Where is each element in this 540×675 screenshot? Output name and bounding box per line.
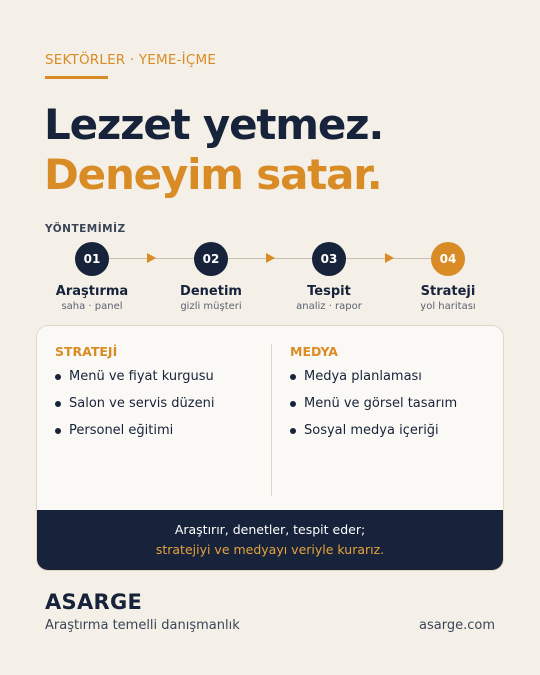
footer-line-1: Araştırır, denetler, tespit eder;: [174, 522, 366, 537]
strategy-title: STRATEJİ: [55, 344, 118, 359]
website-link[interactable]: asarge.com: [419, 618, 495, 633]
list-item: Salon ve servis düzeni: [55, 396, 255, 412]
step-subtitle: yol haritası: [420, 301, 476, 312]
brand-logo-text: ASARGE: [45, 590, 143, 614]
step-findings: [274, 242, 384, 312]
step-number-badge: 02: [194, 242, 228, 276]
brand-tagline: Araştırma temelli danışmanlık: [45, 618, 240, 633]
step-title: Strateji: [420, 284, 476, 299]
step-number-badge: 04: [431, 242, 465, 276]
step-title: Tespit: [307, 284, 351, 299]
step-number-badge: 03: [312, 242, 346, 276]
list-item: Personel eğitimi: [55, 423, 255, 439]
step-number-badge: 01: [75, 242, 109, 276]
list-item: Medya planlaması: [290, 369, 490, 385]
strategy-list: [55, 369, 255, 439]
headline: [44, 100, 383, 200]
headline-line-2: Deneyim satar.: [44, 150, 382, 199]
step-title: Araştırma: [55, 284, 129, 299]
media-column: [290, 344, 490, 450]
card-footer-banner: [37, 510, 503, 570]
step-research: [37, 242, 147, 312]
method-label: YÖNTEMİMİZ: [45, 223, 126, 235]
step-subtitle: gizli müşteri: [180, 301, 242, 312]
list-item: Sosyal medya içeriği: [290, 423, 490, 439]
list-item: Menü ve görsel tasarım: [290, 396, 490, 412]
media-title: MEDYA: [290, 344, 338, 359]
step-strategy: [393, 242, 503, 312]
headline-line-1: Lezzet yetmez.: [44, 100, 384, 149]
strategy-column: [55, 344, 255, 450]
section-eyebrow: SEKTÖRLER · YEME-İÇME: [45, 52, 217, 68]
step-subtitle: saha · panel: [61, 301, 123, 312]
arrow-right-icon: [147, 253, 156, 263]
column-divider: [271, 344, 272, 496]
step-audit: [156, 242, 266, 312]
step-title: Denetim: [180, 284, 242, 299]
step-subtitle: analiz · rapor: [296, 301, 362, 312]
media-list: [290, 369, 490, 439]
list-item: Menü ve fiyat kurgusu: [55, 369, 255, 385]
services-card: [36, 325, 504, 571]
footer-line-2: stratejiyi ve medyayı veriyle kurarız.: [155, 542, 385, 557]
eyebrow-underline: [45, 76, 108, 79]
